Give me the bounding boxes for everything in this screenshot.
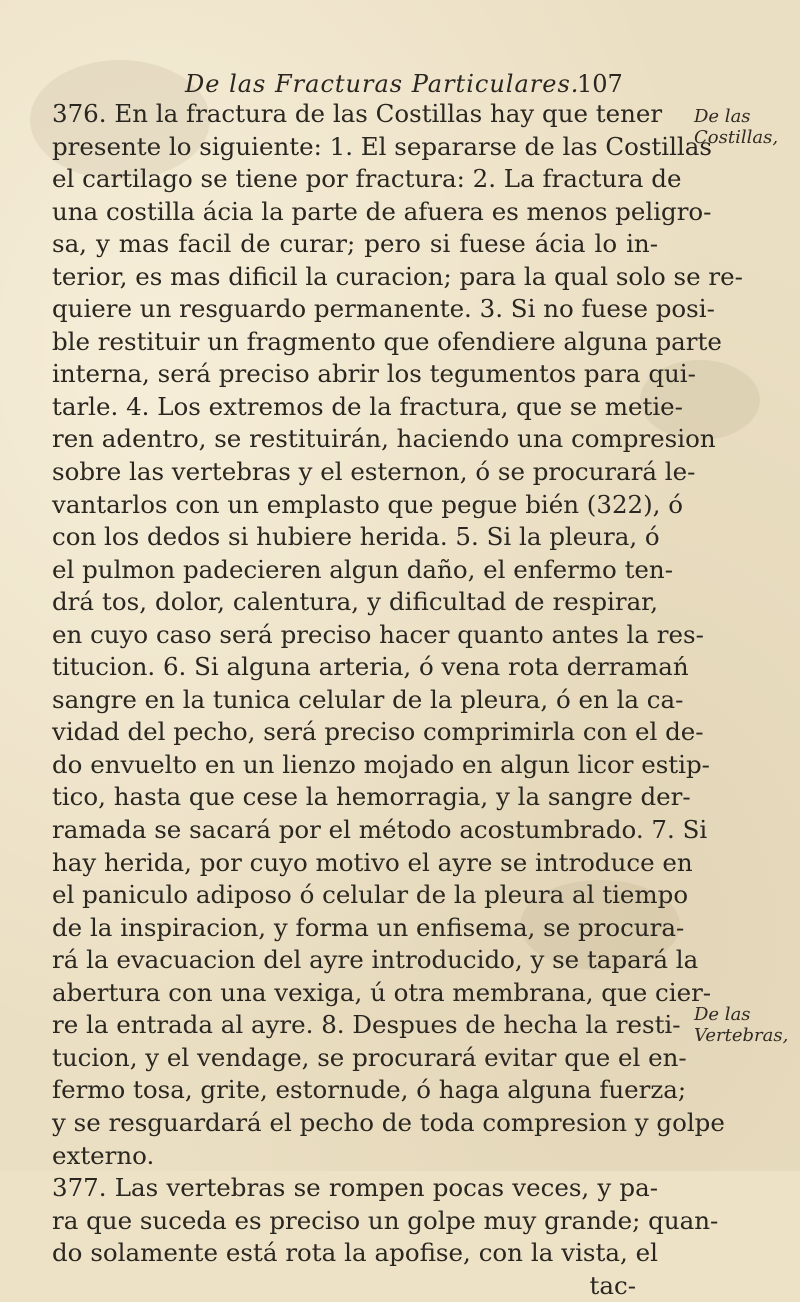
text-line: drá tos, dolor, calentura, y dificultad de respirar,	[52, 587, 658, 617]
text-line: el pulmon padecieren algun daño, el enfermo ten-	[52, 554, 673, 584]
text-line: externo.	[52, 1140, 155, 1170]
page-header	[0, 70, 800, 100]
text-line: ra que suceda es preciso un golpe muy grande; quan-	[52, 1205, 719, 1235]
catchword: tac-	[589, 1270, 636, 1300]
text-line: de la inspiracion, y forma un enfisema, se procura-	[52, 912, 685, 942]
text-line: rá la evacuacion del ayre introducido, y se tapará la	[52, 945, 699, 975]
text-line: tico, hasta que cese la hemorragia, y la sangre der-	[52, 782, 691, 812]
text-line: tarle. 4. Los extremos de la fractura, que se metie-	[52, 391, 683, 421]
text-line: sobre las vertebras y el esternon, ó se procurará le-	[52, 457, 696, 487]
text-line: do envuelto en un lienzo mojado en algun licor estip-	[52, 749, 710, 779]
text-line: re la entrada al ayre. 8. Despues de hecha la resti-	[52, 1010, 681, 1040]
text-line: vidad del pecho, será preciso comprimirla con el de-	[52, 717, 704, 747]
text-line: titucion. 6. Si alguna arteria, ó vena rota derramań	[52, 652, 689, 682]
text-line: abertura con una vexiga, ú otra membrana, que cier-	[52, 977, 712, 1007]
text-line: fermo tosa, grite, estornude, ó haga alguna fuerza;	[52, 1075, 687, 1105]
text-line: con los dedos si hubiere herida. 5. Si la pleura, ó	[52, 522, 660, 552]
text-line: en cuyo caso será preciso hacer quanto antes la res-	[52, 619, 704, 649]
running-title: De las Fracturas Particulares.	[185, 70, 580, 98]
text-line: hay herida, por cuyo motivo el ayre se introduce en	[52, 847, 693, 877]
margin-note-vertebras	[694, 1004, 794, 1046]
text-line: do solamente está rota la apofise, con la vista, el	[52, 1238, 658, 1268]
margin-note-text: De las Vertebras,	[694, 1004, 789, 1046]
text-line: sangre en la tunica celular de la pleura, ó en la ca-	[52, 684, 684, 714]
text-line: 376. En la fractura de las Costillas hay que tener	[52, 99, 663, 128]
text-line: ren adentro, se restituirán, haciendo una compresion	[52, 424, 716, 454]
text-line: terior, es mas dificil la curacion; para la qual solo se re-	[52, 261, 743, 291]
text-line: interna, será preciso abrir los tegumentos para qui-	[52, 359, 696, 389]
text-line: presente lo siguiente: 1. El separarse de las Costillas	[52, 131, 712, 161]
text-line: tucion, y el vendage, se procurará evitar que el en-	[52, 1042, 687, 1072]
text-line: el cartilago se tiene por fractura: 2. La fractura de	[52, 164, 682, 194]
text-line: vantarlos con un emplasto que pegue bién (322), ó	[52, 489, 684, 519]
text-line: sa, y mas facil de curar; pero si fuese ácia lo in-	[52, 229, 658, 259]
text-line: ramada se sacará por el método acostumbrado. 7. Si	[52, 815, 708, 845]
text-line: quiere un resguardo permanente. 3. Si no fuese posi-	[52, 294, 715, 324]
text-line: una costilla ácia la parte de afuera es menos peligro-	[52, 196, 712, 226]
margin-note-text: De las Costillas,	[694, 106, 779, 148]
text-line: el paniculo adiposo ó celular de la pleura al tiempo	[52, 880, 689, 910]
margin-note-costillas	[694, 106, 800, 148]
text-line: 377. Las vertebras se rompen pocas veces, y pa-	[52, 1173, 658, 1203]
text-line: ble restituir un fragmento que ofendiere alguna parte	[52, 326, 722, 356]
page-number: 107	[577, 70, 623, 98]
text-line: y se resguardará el pecho de toda compresion y golpe	[52, 1107, 725, 1137]
